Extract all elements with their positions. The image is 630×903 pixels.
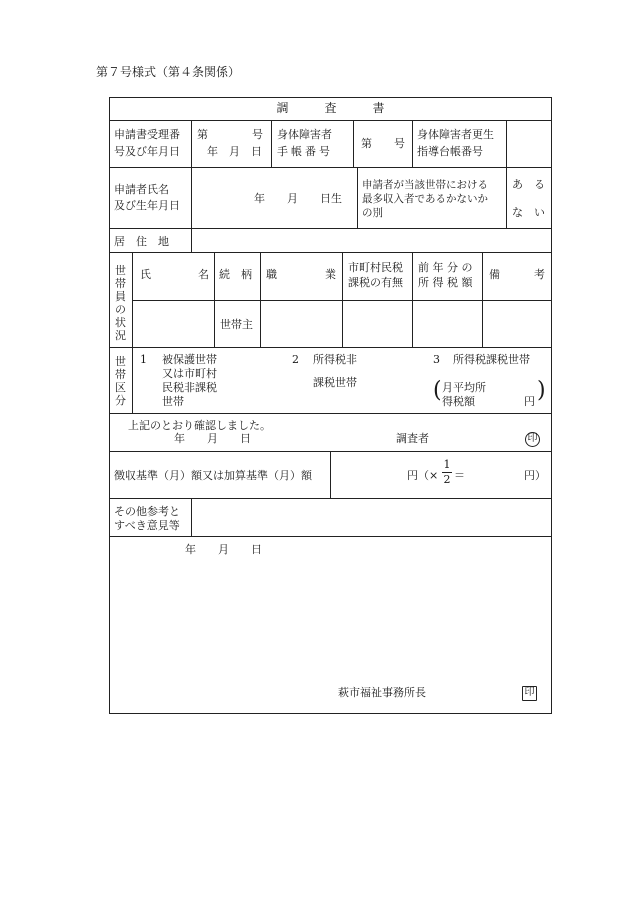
seal-icon: 印 xyxy=(525,432,540,447)
ledger-number-label: 指導台帳番号 xyxy=(417,145,483,158)
option-number: 3 xyxy=(433,353,440,366)
rule-v xyxy=(330,451,331,498)
vertical-char: 分 xyxy=(115,394,126,407)
birth-date-value[interactable]: 年 月 日生 xyxy=(254,192,342,205)
col-occupation-header: 業 xyxy=(325,268,336,281)
left-paren: ( xyxy=(433,378,442,403)
residence-label: 居 住 地 xyxy=(114,235,169,248)
receipt-number-label: 申請書受理番 xyxy=(114,128,180,141)
rule-v xyxy=(132,252,133,347)
vertical-char: 況 xyxy=(115,329,126,342)
office-head-label: 萩市福祉事務所長 xyxy=(338,686,426,699)
table-border-bottom xyxy=(109,713,552,714)
option-number: 1 xyxy=(140,353,147,366)
rule-v xyxy=(260,252,261,347)
receipt-number-value[interactable]: 第 号 xyxy=(197,128,263,141)
fraction-numerator: 1 xyxy=(443,458,451,471)
rule-classification xyxy=(109,413,552,414)
fee-equals: ＝ xyxy=(454,469,465,482)
rule-v xyxy=(342,252,343,347)
vertical-char: 世 xyxy=(115,264,126,277)
option-text: 又は市町村 xyxy=(162,367,217,380)
fraction-denominator: 2 xyxy=(443,473,451,486)
rule-v xyxy=(506,120,507,167)
monthly-tax-label: 月平均所 xyxy=(442,381,486,394)
applicant-label: 及び生年月日 xyxy=(114,199,180,212)
rule-v xyxy=(357,167,358,228)
handbook-number-label: 手帳番号 xyxy=(277,145,333,158)
vertical-char: 帯 xyxy=(115,277,126,290)
rule-household xyxy=(109,347,552,348)
form-number-label: 第７号様式（第４条関係） xyxy=(96,65,241,79)
yen-unit: 円 xyxy=(524,395,535,408)
rule-v xyxy=(214,252,215,347)
col-income-tax-header: 所 得 税 額 xyxy=(418,276,473,289)
receipt-date-value[interactable]: 年 月 日 xyxy=(207,145,262,158)
fee-prefix: 円（× xyxy=(407,469,439,482)
rule-v xyxy=(132,347,133,413)
option-number: 2 xyxy=(292,353,299,366)
option-aru[interactable]: あ る xyxy=(512,178,545,191)
ledger-number-label: 身体障害者更生 xyxy=(417,128,494,141)
confirmation-text: 上記のとおり確認しました。 xyxy=(128,419,271,432)
vertical-char: 帯 xyxy=(115,368,126,381)
other-opinion-label: すべき意見等 xyxy=(114,519,180,532)
rule-v xyxy=(506,167,507,228)
head-of-household-cell: 世帯主 xyxy=(220,318,253,331)
rule-row1 xyxy=(109,167,552,168)
rule-v xyxy=(353,120,354,167)
vertical-char: 区 xyxy=(115,381,126,394)
rule-v xyxy=(191,498,192,536)
handbook-number-value[interactable]: 第 号 xyxy=(361,137,405,150)
handbook-number-label: 身体障害者 xyxy=(277,128,332,141)
col-municipal-tax-header: 課税の有無 xyxy=(348,276,403,289)
max-income-question: の別 xyxy=(362,207,383,219)
rule-v xyxy=(412,252,413,347)
right-paren: ) xyxy=(537,378,546,403)
rule-v xyxy=(191,167,192,228)
receipt-number-label: 号及び年月日 xyxy=(114,145,180,158)
table-border-top xyxy=(109,97,552,98)
col-name-header: 名 xyxy=(198,268,209,281)
fee-suffix: 円） xyxy=(524,469,546,482)
rule-v xyxy=(482,252,483,347)
rule-row3 xyxy=(109,252,552,253)
form-title: 調 査 書 xyxy=(276,101,385,115)
rule-title xyxy=(109,120,552,121)
applicant-label: 申請者氏名 xyxy=(114,183,169,196)
max-income-question: 最多収入者であるかないか xyxy=(362,193,488,205)
col-notes-header: 考 xyxy=(534,268,545,281)
other-opinion-label: その他参考と xyxy=(114,505,180,518)
table-border-right xyxy=(551,97,552,714)
rule-row2 xyxy=(109,228,552,229)
option-nai[interactable]: な い xyxy=(512,206,545,219)
vertical-char: 員 xyxy=(115,290,126,303)
rule-v xyxy=(191,120,192,167)
option-text: 被保護世帯 xyxy=(162,353,217,366)
option-text: 所得税非 xyxy=(313,353,357,366)
vertical-char: 世 xyxy=(115,355,126,368)
col-occupation-header: 職 xyxy=(266,268,277,281)
rule-v xyxy=(271,120,272,167)
rule-fee xyxy=(109,498,552,499)
rule-other xyxy=(109,536,552,537)
option-text: 民税非課税 xyxy=(162,381,217,394)
stamp-icon: 印 xyxy=(522,686,537,701)
monthly-tax-label: 得税額 xyxy=(442,395,475,408)
col-notes-header: 備 xyxy=(489,268,500,281)
option-text: 所得税課税世帯 xyxy=(453,353,530,366)
fee-standard-label: 徴収基準（月）額又は加算基準（月）額 xyxy=(114,469,312,482)
max-income-question: 申請者が当該世帯における xyxy=(362,179,488,191)
rule-v xyxy=(191,228,192,252)
vertical-char: 状 xyxy=(115,316,126,329)
option-text: 世帯 xyxy=(162,395,184,408)
col-name-header: 氏 xyxy=(140,268,151,281)
col-income-tax-header: 前 年 分 の xyxy=(418,261,473,274)
col-relation-header: 続 柄 xyxy=(219,268,252,281)
footer-date[interactable]: 年 月 日 xyxy=(185,543,262,556)
confirmation-date[interactable]: 年 月 日 xyxy=(174,432,251,445)
option-text: 課税世帯 xyxy=(313,376,357,389)
vertical-char: の xyxy=(115,303,126,316)
rule-v xyxy=(412,120,413,167)
col-municipal-tax-header: 市町村民税 xyxy=(348,261,403,274)
investigator-label: 調査者 xyxy=(396,432,429,445)
